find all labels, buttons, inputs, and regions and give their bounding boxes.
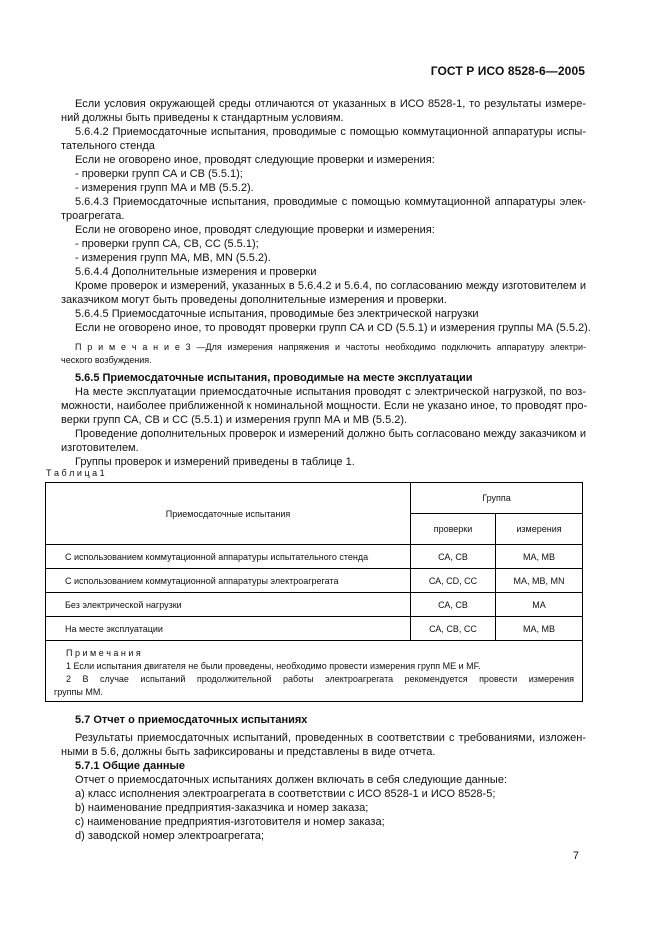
table-cell-test: С использованием коммутационной аппаратуры испытательного стенда (46, 545, 411, 569)
text-line: - проверки групп СА и СВ (5.5.1); (75, 168, 243, 180)
text-line: - измерения групп МА, МВ, MN (5.5.2). (75, 252, 271, 264)
list-item: a) класс исполнения электроагрегата в соответствии с ИСО 8528-1 и ИСО 8528-5; (75, 788, 496, 800)
table-row (46, 593, 583, 617)
text-line: Кроме проверок и измерений, указанных в 5.6.4.2 и 5.6.4, по согласованию между изготовителем и (75, 280, 586, 292)
text-line: ний должны быть приведены к стандартным условиям. (61, 112, 344, 124)
text-line: Отчет о приемосдаточных испытаниях должен включать в себя следующие данные: (75, 774, 508, 786)
text-line: изготовителем. (61, 442, 139, 454)
table-caption: Т а б л и ц а 1 (46, 468, 105, 478)
table-cell-measurements: МА, МВ (496, 617, 583, 641)
text-line: троагрегата. (61, 210, 125, 222)
text-line: Результаты приемосдаточных испытаний, проведенных в соответствии с требованиями, изложен- (75, 732, 586, 744)
page-number: 7 (572, 850, 579, 862)
text-line: верки групп СА, СВ и СС (5.5.1) и измерения групп МА и МВ (5.5.2). (61, 414, 408, 426)
note-item: группы ММ. (54, 687, 103, 697)
table-header-measurements: измерения (496, 514, 583, 545)
section-heading: 5.6.5 Приемосдаточные испытания, проводимые на месте эксплуатации (75, 372, 473, 384)
table-cell-test: Без электрической нагрузки (46, 593, 411, 617)
note-line: П р и м е ч а н и е 3 —Для измерения напряжения и частоты необходимо подключить аппаратуру электри- (75, 342, 586, 352)
table-cell-checks: СА, CD, CC (411, 569, 496, 593)
table-cell-checks: СА, СВ (411, 593, 496, 617)
text-line: Если не оговорено иное, проводят следующие проверки и измерения: (75, 154, 435, 166)
text-line: 5.6.4.2 Приемосдаточные испытания, проводимые с помощью коммутационной аппаратуры испы- (75, 126, 586, 138)
text-line: Группы проверок и измерений приведены в таблице 1. (75, 456, 355, 468)
note-line: ческого возбуждения. (61, 355, 152, 365)
subsection-heading: 5.7.1 Общие данные (75, 760, 185, 772)
table-notes (46, 641, 583, 702)
section-heading: 5.7 Отчет о приемосдаточных испытаниях (75, 714, 308, 726)
text-line: На месте эксплуатации приемосдаточные испытания проводят с электрической нагрузкой, по воз- (75, 386, 586, 398)
text-line: Если не оговорено иное, проводят следующие проверки и измерения: (75, 224, 435, 236)
table-row (46, 569, 583, 593)
list-item: d) заводской номер электроагрегата; (75, 830, 265, 842)
table-header-checks: проверки (411, 514, 496, 545)
list-item: c) наименование предприятия-изготовителя и номер заказа; (75, 816, 385, 828)
table-row (46, 545, 583, 569)
text-line: Если условия окружающей среды отличаются от указанных в ИСО 8528-1, то результаты измере- (75, 98, 586, 110)
table-cell-measurements: МА, МВ, MN (496, 569, 583, 593)
table-cell-measurements: МА, МВ (496, 545, 583, 569)
text-line: Если не оговорено иное, то проводят проверки групп СА и CD (5.5.1) и измерения группы МА (5.5.2). (75, 322, 591, 334)
document-header: ГОСТ Р ИСО 8528-6—2005 (430, 64, 585, 78)
note-item: 1 Если испытания двигателя не были проведены, необходимо провести измерения групп ME и MF. (66, 661, 481, 671)
text-line: 5.6.4.4 Дополнительные измерения и проверки (75, 266, 317, 278)
table-row (46, 617, 583, 641)
text-line: ными в 5.6, должны быть зафиксированы и представлены в виде отчета. (61, 746, 436, 758)
text-line: тательного стенда (61, 140, 155, 152)
table-cell-measurements: МА (496, 593, 583, 617)
text-line: 5.6.4.5 Приемосдаточные испытания, проводимые без электрической нагрузки (75, 308, 479, 320)
text-line: можности, наиболее приближенной к номинальной мощности. Если не указано иное, то проводят про- (61, 400, 588, 412)
text-line: заказчиком могут быть проведены дополнительные измерения и проверки. (61, 294, 447, 306)
text-line: - измерения групп МА и МВ (5.5.2). (75, 182, 254, 194)
text-line: - проверки групп СА, СВ, СС (5.5.1); (75, 238, 259, 250)
text-line: Проведение дополнительных проверок и измерений должно быть согласовано между заказчиком и (75, 428, 586, 440)
table-cell-checks: СА, СВ (411, 545, 496, 569)
table-cell-test: На месте эксплуатации (46, 617, 411, 641)
table-cell-checks: СА, СВ, СС (411, 617, 496, 641)
table-1 (45, 482, 583, 702)
table-cell-test: С использованием коммутационной аппаратуры электроагрегата (46, 569, 411, 593)
note-item: 2 В случае испытаний продолжительной работы электроагрегата рекомендуется провести измерения (66, 674, 574, 684)
table-header-group: Группа (411, 483, 583, 514)
text-line: 5.6.4.3 Приемосдаточные испытания, проводимые с помощью коммутационной аппаратуры элек- (75, 196, 586, 208)
list-item: b) наименование предприятия-заказчика и номер заказа; (75, 802, 369, 814)
notes-title: П р и м е ч а н и я (66, 648, 141, 658)
table-header-tests: Приемосдаточные испытания (46, 483, 411, 545)
